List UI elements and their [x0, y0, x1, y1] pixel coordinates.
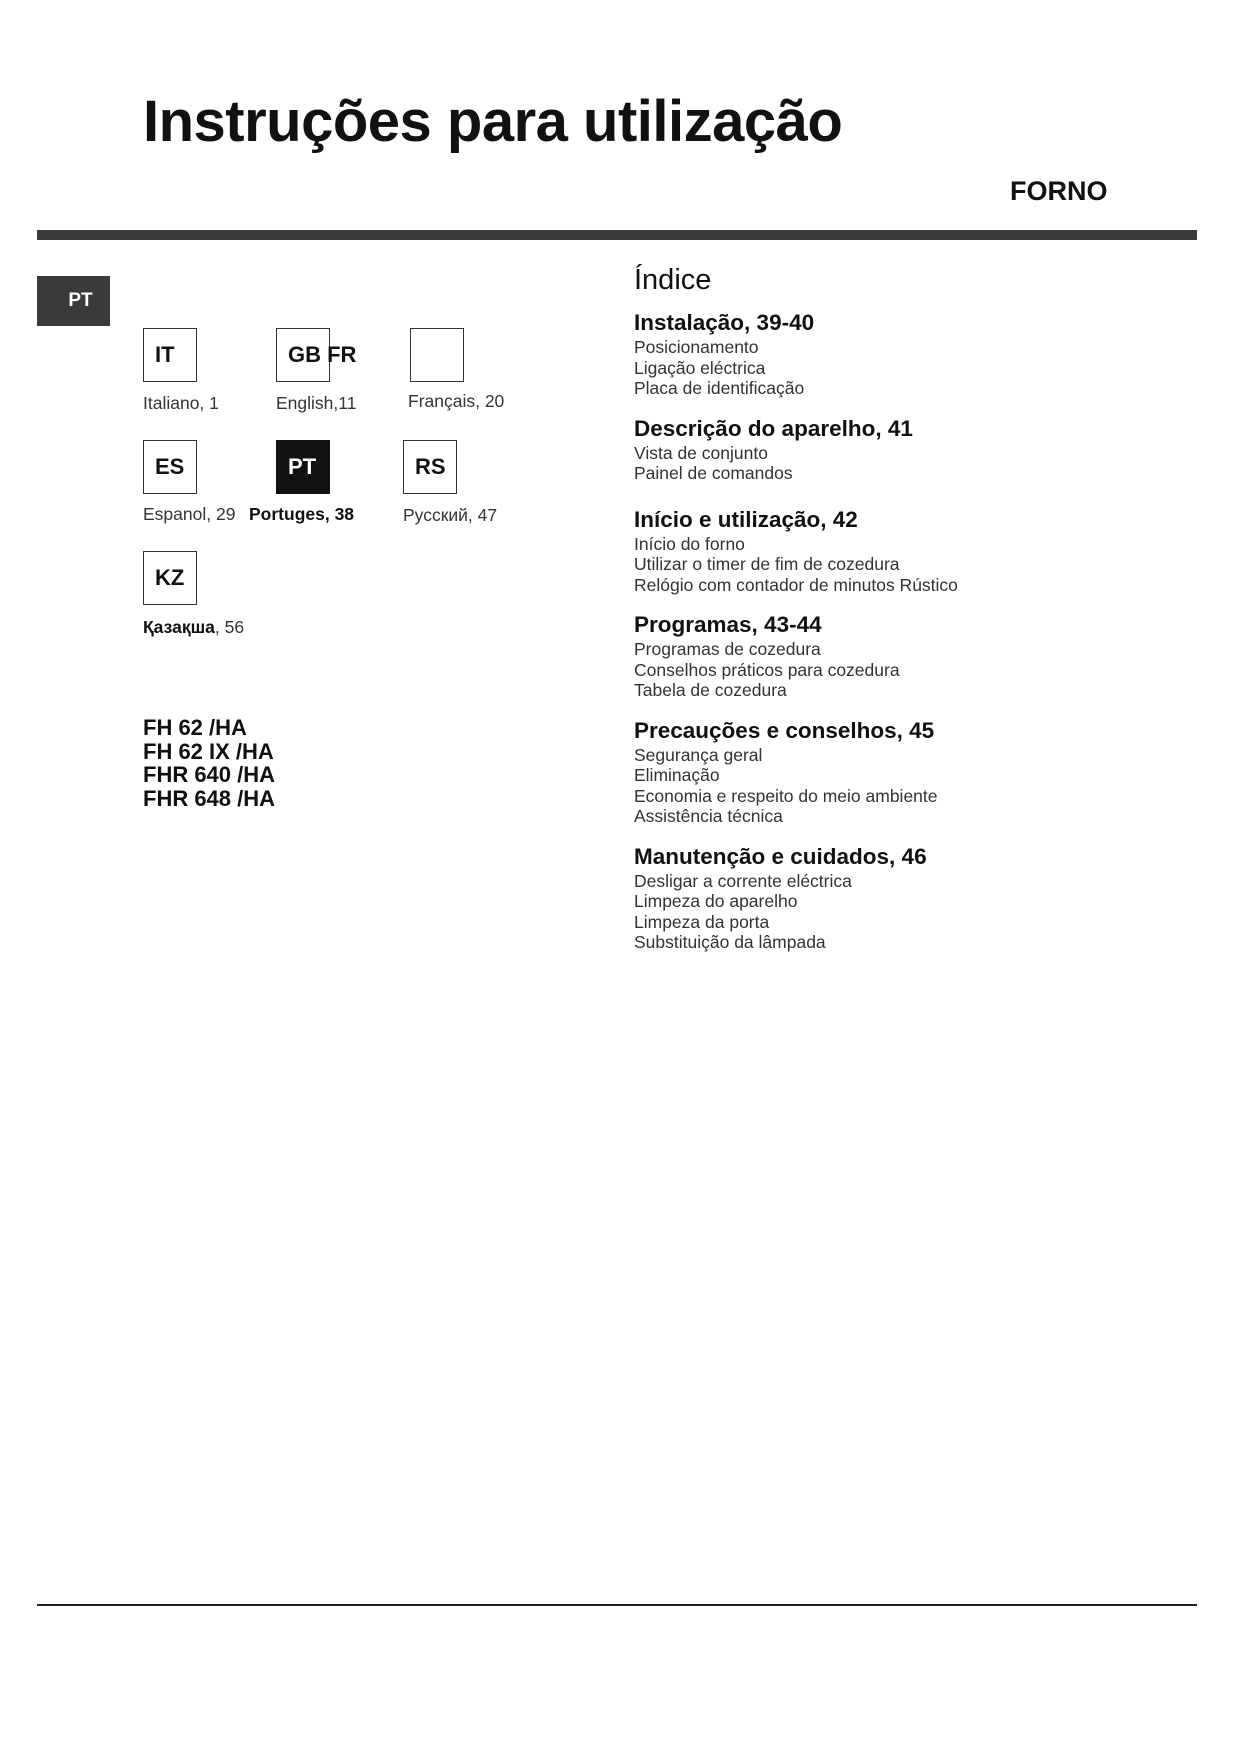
lang-box-gb[interactable]: GB FR — [276, 328, 330, 382]
toc-heading[interactable]: Instalação, 39-40 — [634, 310, 815, 335]
toc-section-precaucoes — [634, 717, 1194, 827]
toc-item: Placa de identificação — [634, 378, 805, 398]
table-of-contents — [634, 264, 1194, 969]
toc-item: Desligar a corrente eléctrica — [634, 870, 852, 891]
toc-heading[interactable]: Manutenção e cuidados, 46 — [634, 843, 927, 869]
toc-item: Vista de conjunto — [634, 442, 768, 463]
toc-title: Índice — [634, 264, 712, 296]
toc-section-descricao — [634, 415, 1194, 484]
toc-item: Segurança geral — [634, 744, 763, 765]
model-name: FH 62 IX /HA — [143, 738, 274, 764]
footer-divider — [37, 1604, 1197, 1606]
lang-box-pt[interactable]: PT — [276, 440, 330, 494]
toc-item: Posicionamento — [634, 337, 759, 357]
lang-box-es[interactable]: ES — [143, 440, 197, 494]
toc-item: Economia e respeito do meio ambiente — [634, 785, 938, 806]
model-name: FHR 648 /HA — [143, 785, 276, 811]
lang-caption-fr: Français, 20 — [408, 391, 505, 411]
model-name: FH 62 /HA — [143, 715, 247, 740]
toc-item: Ligação eléctrica — [634, 357, 766, 378]
toc-item: Tabela de cozedura — [634, 680, 787, 700]
toc-heading[interactable]: Descrição do aparelho, 41 — [634, 415, 913, 441]
toc-item: Programas de cozedura — [634, 639, 821, 659]
toc-heading[interactable]: Precauções e conselhos, 45 — [634, 717, 935, 743]
toc-section-inicio — [634, 506, 1194, 596]
lang-caption-pt: Portuges, 38 — [249, 504, 355, 524]
toc-section-programas — [634, 611, 1194, 701]
toc-item: Conselhos práticos para cozedura — [634, 659, 900, 680]
lang-box-fr[interactable] — [410, 328, 464, 382]
lang-caption-gb: English,11 — [276, 393, 357, 413]
language-tab: PT — [37, 276, 110, 326]
lang-caption-kz-page: , 56 — [214, 617, 245, 637]
lang-caption-it: Italiano, 1 — [143, 393, 219, 413]
model-name: FHR 640 /HA — [143, 762, 276, 787]
toc-item: Substituição da lâmpada — [634, 932, 826, 952]
lang-caption-es: Espanol, 29 — [143, 504, 236, 524]
toc-item: Painel de comandos — [634, 463, 793, 483]
toc-item: Assistência técnica — [634, 806, 783, 826]
toc-item: Eliminação — [634, 765, 720, 785]
lang-caption-kz — [143, 617, 244, 638]
lang-caption-rs: Русский, 47 — [403, 505, 498, 525]
page-title: Instruções para utilização — [143, 89, 843, 154]
toc-item: Limpeza do aparelho — [634, 891, 798, 911]
toc-item: Relógio com contador de minutos Rústico — [634, 574, 958, 595]
model-list — [143, 716, 275, 810]
lang-caption-kz-name: Қазақша — [143, 617, 215, 637]
toc-section-manutencao — [634, 843, 1194, 953]
lang-box-rs[interactable]: RS — [403, 440, 457, 494]
lang-box-kz[interactable]: KZ — [143, 551, 197, 605]
toc-heading[interactable]: Início e utilização, 42 — [634, 506, 858, 532]
toc-section-instalacao — [634, 309, 1194, 399]
product-type: FORNO — [1010, 176, 1108, 206]
toc-item: Utilizar o timer de fim de cozedura — [634, 554, 900, 574]
toc-item: Início do forno — [634, 533, 745, 554]
toc-item: Limpeza da porta — [634, 911, 770, 932]
lang-box-it[interactable]: IT — [143, 328, 197, 382]
header-divider — [37, 230, 1197, 240]
toc-heading[interactable]: Programas, 43-44 — [634, 612, 822, 637]
